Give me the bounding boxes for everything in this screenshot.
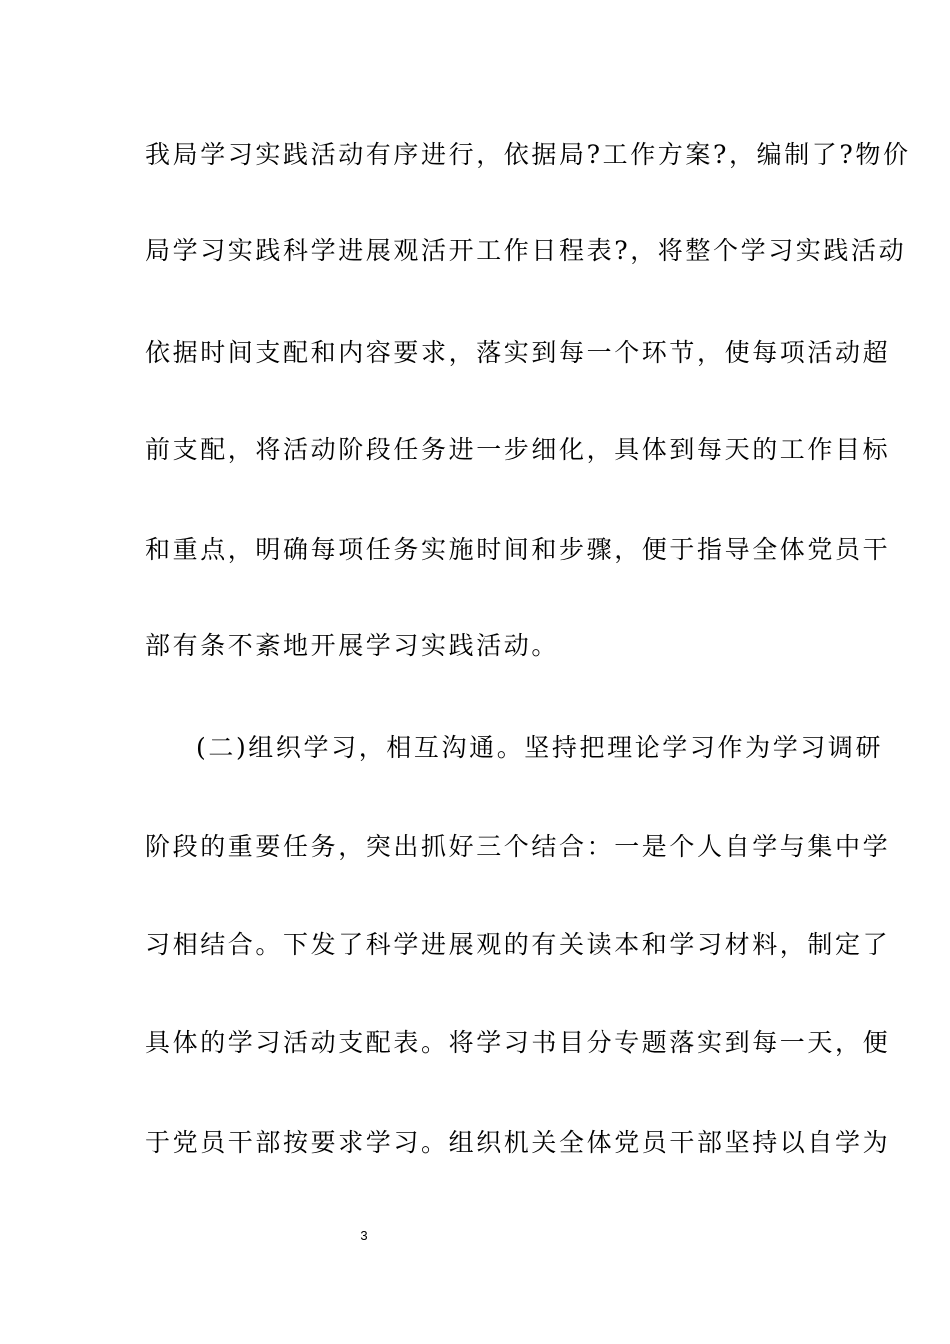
text-line-1: 我局学习实践活动有序进行，依据局?工作方案?，编制了?物价 (145, 140, 911, 169)
page-number: 3 (360, 1228, 368, 1243)
text-line-2: 局学习实践科学进展观活开工作日程表?，将整个学习实践活动 (145, 236, 907, 265)
text-line-4: 前支配，将活动阶段任务进一步细化，具体到每天的工作目标 (145, 435, 891, 464)
section-heading-line: (二)组织学习，相互沟通。坚持把理论学习作为学习调研 (196, 733, 884, 762)
text-line-8: 阶段的重要任务，突出抓好三个结合：一是个人自学与集中学 (145, 832, 891, 861)
text-line-9: 习相结合。下发了科学进展观的有关读本和学习材料，制定了 (145, 930, 891, 959)
text-line-3: 依据时间支配和内容要求，落实到每一个环节，使每项活动超 (145, 338, 891, 367)
text-line-5: 和重点，明确每项任务实施时间和步骤，便于指导全体党员干 (145, 535, 891, 564)
text-line-11: 于党员干部按要求学习。组织机关全体党员干部坚持以自学为 (145, 1128, 891, 1157)
text-line-10: 具体的学习活动支配表。将学习书目分专题落实到每一天，便 (145, 1028, 891, 1057)
text-line-6: 部有条不紊地开展学习实践活动。 (145, 631, 560, 660)
